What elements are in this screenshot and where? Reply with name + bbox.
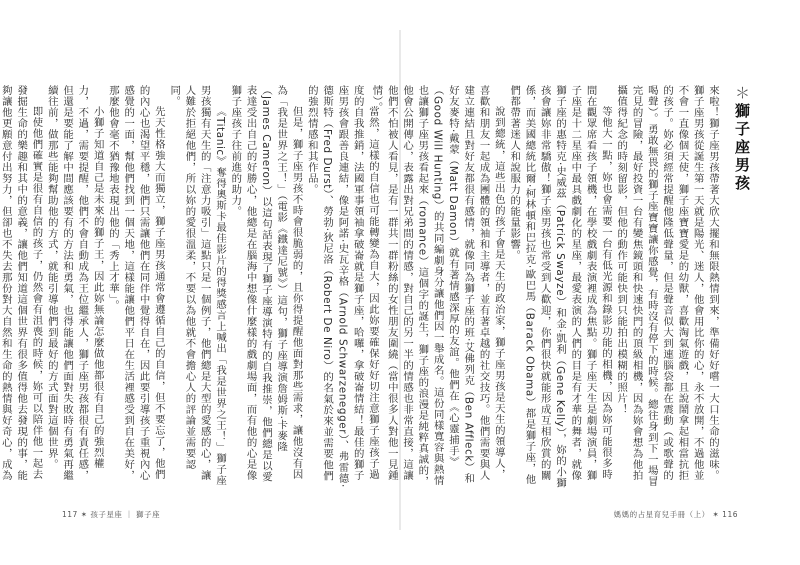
paragraph: 來啦！獅子座男孩帶著大欣大擺和無限熱情到來，準備好好嚐一大口生命的滋味。獅子座男孩從誕生第一天就是陽光、迷人，他會用比你的心，永不放開，不過他並不會一直像個天使，獅子座寶寶愛是的幼獸，喜歡淘氣遊戲，且說鬧拿起相當抗拒的孩子。妳必須經常提醒他隆低聲量，但是聲音似大到連腦袋都在震動（或歌聲的喝聲）。勇敢無畏的獅子座寶寶讓你感覺，有時沒有停下的時候。總往身到下一場冒完見的冒險，最好投資一台有變焦鏡頭和快速快門的頂級相機，因為妳會想為他拍攝值得紀念的時刻留影，但他的動作可能快到只能拍出模糊的照片！ xyxy=(615,85,719,487)
section-heading xyxy=(727,85,753,195)
paragraph: 當然，這樣的自信也可能轉變為自大，因此妳要確保好好切注意獅子座孩子過度的自我推銷，法國軍事領袖拿破崙就是獅子座，哈囉，拿破崙情結！最佳的獅子座男孩會跟善良連結，像是阿諾·史瓦辛格（Arnold Schwarzenegger）、弗雷德·德斯特（Fred Durst）、勞勃·狄尼洛（Robert De Niro）的名氣於來並需要他們的強烈情感和其作品。 xyxy=(305,85,379,488)
paragraph: 小獅子知道自己是未來的獅子王，因此妳無論怎麼做他都很有自己的強烈權力，不過，需要提醒，他們不會自動成為王位繼承人，獅子座男孩都很有責任感，但還是要能了解中間應該要有的方法和勇氣，也得能讓他們面對失敗時有勇氣再繼續往前，做那些能夠幫助他的方式，就能引導他們到最好的方式面對這個世界。 xyxy=(45,85,104,481)
paragraph: 說到總統，這些出色的孩子會是天生的政治家，獅子座男孩是天生的領導人，喜歡和朋友一起成為團體的領袖和主導者，並有著卓越的社交技巧。他們需要與人建立連結且對好友都很有感情，就像同為獅子座的班·艾佛列克（Ben Affleck）和好友麥特·戴蒙（Matt Damon）就有著情感深厚的友誼。他們在《心靈捕手》（Good Will Hunting）的共同編劇身分讓他們因一舉成名。這份同樣寬容與熱情也讓獅子座男孩看起來（romance）這個字的誕生，獅子座的浪漫是純粹真誠的，他會公開傳心，表露出對兄弟間的情感，對自己的另一半的情感也非常直接，這讓他們不怕被人看見，是有一群共一群粉絲的女性朋友圍繞（當中很多人對他一見鍾情）。 xyxy=(370,85,505,487)
left-page-footer: 117 ✶ 孩子星座 ｜ 獅子座 xyxy=(62,510,161,519)
left-page-body xyxy=(0,85,380,490)
paragraph: 《Titanic》奪得奧斯卡最佳影片的得獎感言上喊出「我是世界之王！」獅子座男孩獨有天生的「注意力吸引」這點只是一個例子，他們總是大型的愛感的心，讓人難於拒絕他們，所以妳的愛很溫柔，不要以為他就不會擔心人的評論並需要認同。 xyxy=(168,85,227,486)
paragraph: 但是，獅子座男孩不時會很脆弱的，且你得提醒他面對那些需求，讓他沒有因為「我是世界之王！」（電影《鐵達尼號》）這句，獅子座導演詹姆斯·卡麥隆（James Cameron）以這句話表現了獅子座導演特有的自我推崇，他們總是以愛表達受出自己的好勝心，他總是在腦海中想像什麼樣的戲劇場面，而有他的心是像獅子座孩子往前進的助力。 xyxy=(229,85,303,483)
paragraph: 先天性格強大而獨立，獅子座男孩通常會遵循自己的自信，但不要忘了，他們的內心也渴望平穩，他們只需讓他們在同伴中覺得自在，因此要引導孩子重視內心感覺的一面，幫他們找到一個天地，這樣能讓他們平日在生活裡感受到自在美好，那麼他會毫不猶豫地表現出他的「秀上才華」。 xyxy=(106,85,165,481)
right-page-footer: 媽媽的占星育兒手冊（上） ✶ 116 xyxy=(613,510,738,519)
heading-title: 獅子座男孩 xyxy=(733,103,751,193)
right-page-body xyxy=(370,85,720,490)
heading-star-icon: ＊ xyxy=(733,85,751,103)
paragraph: 即使他們確實是很有自信的孩子，仍然會有沮喪的時候，妳可以陪伴他一起去發掘生命的樂趣和其中的意義，讓他們知道這個世界有很多值得他去發現的事，能夠讓他更願意付出努力，但卻也不失去那份對大自然和生命的熱情與好奇心，成為 xyxy=(0,85,43,481)
paragraph: 等他大一點，妳也會需要一台有低光源和錄影功能的相機，因為妳可能很多時間在觀眾席看孩子領機，在學校戲劇表演裡成為焦點。獅子座天生是劇場演員，獅子座是十二星座中最具戲劇化的星座，最愛表演的人們的目是有才華的舞者，就像獅子座的惠特克·史威茲（Patrick Swayze）和金·凱利（Gene Kelly），妳的小獅孩會讓妳非常驕傲！獅子座男孩也常受到人歡迎，你們很快就能形成互相欣賞的關係，而美國總統比爾·柯林頓和巴拉克·歐巴馬（Barack Obama）都是獅子座，他們都帶著迷人和說服力的能量影響。 xyxy=(508,85,612,489)
